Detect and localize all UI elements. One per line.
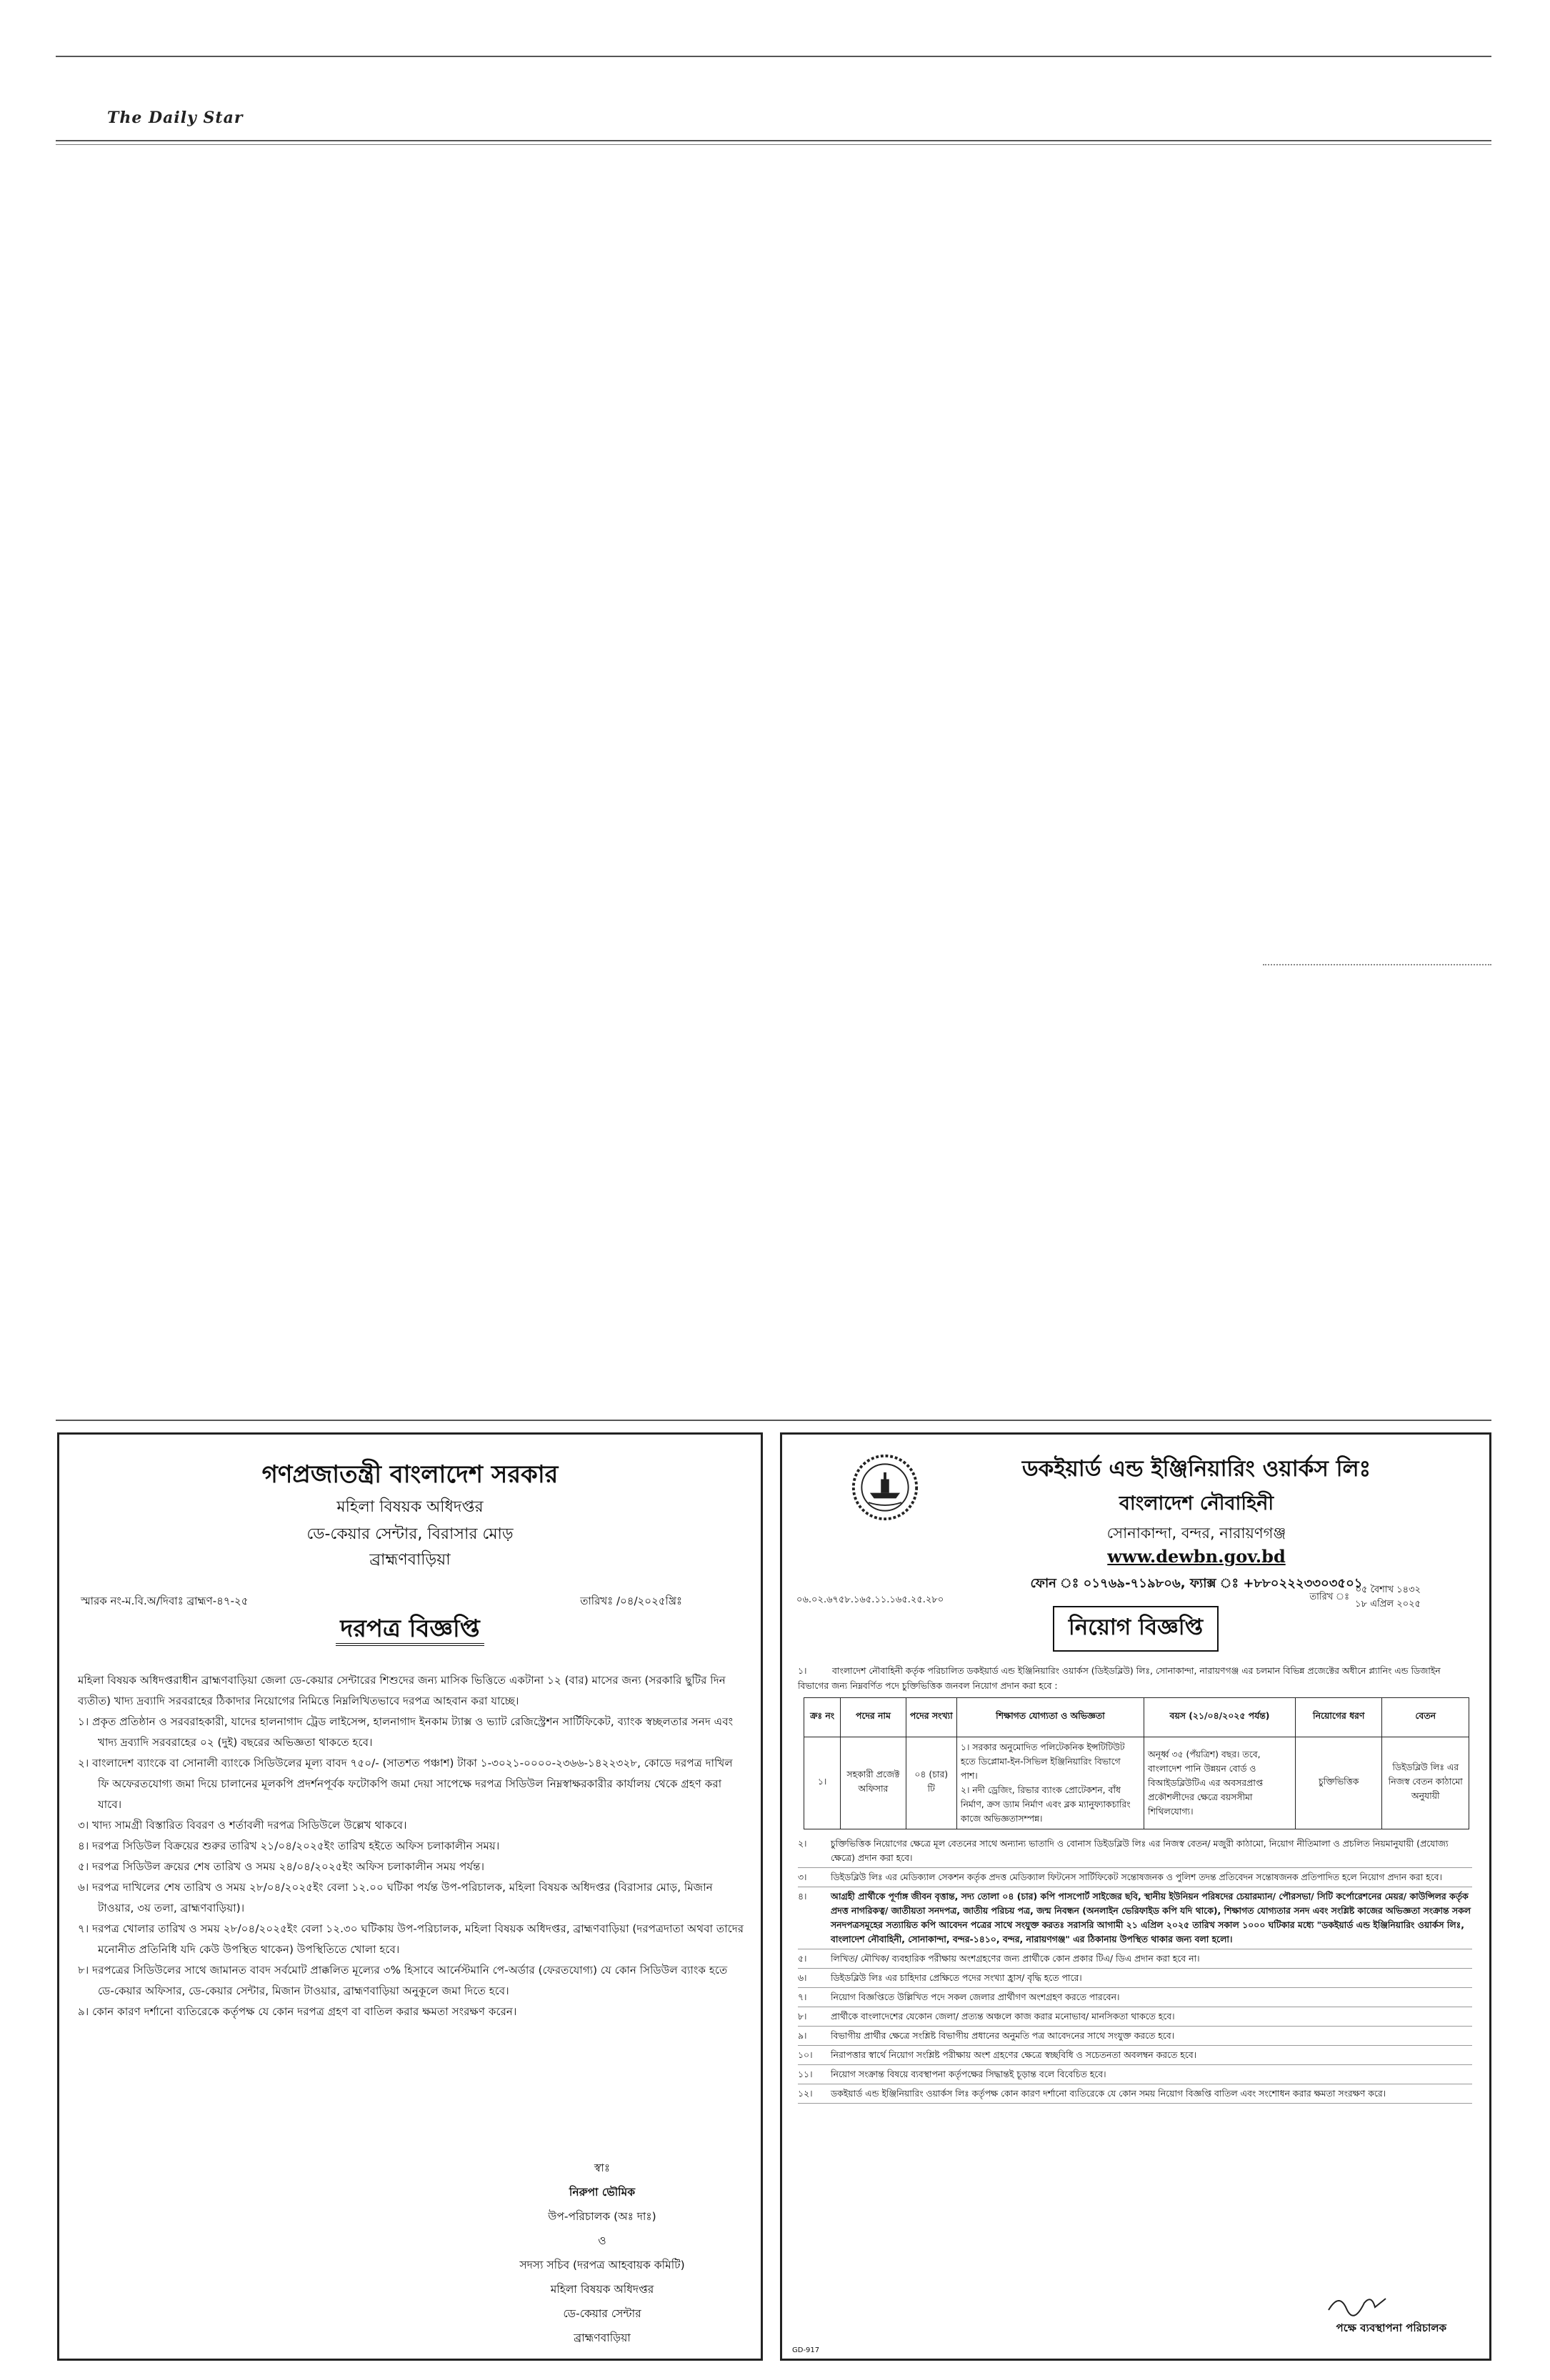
table-header: নিয়োগের ধরণ	[1295, 1698, 1382, 1737]
list-item	[798, 1834, 1472, 1868]
notice-intro: মহিলা বিষয়ক অধিদপ্তরাধীন ব্রাহ্মণবাড়িয়া জেলা ডে-কেয়ার সেন্টারের শিশুদের জন্য মাসিক ভিত্তিতে একটানা ১২ (বার) মাসের জন্য (সরকারি ছুটির দিন ব্যতীত) খাদ্য দ্রব্যাদি সরবরাহের ঠিকাদার নিয়োগের নিমিত্তে নিম্নলিখিতভাবে দরপত্র আহবান করা যাচ্ছে।	[78, 1674, 726, 1707]
signatory-and: ও	[598, 2234, 606, 2247]
notice-item: ৯। কোন কারণ দর্শানো ব্যতিরেকে কর্তৃপক্ষ যে কোন দরপত্র গ্রহণ বা বাতিল করার ক্ষমতা সংরক্ষণ করেন।	[78, 2005, 517, 2018]
intro-number: ১।	[798, 1665, 807, 1676]
term-text: ডিইডব্লিউ লিঃ এর চাহিদার প্রেক্ষিতে পদের সংখ্যা হ্রাস/ বৃদ্ধি হতে পারে।	[831, 1972, 1082, 1983]
term-number: ১০।	[798, 2049, 813, 2060]
company-name: ডকইয়ার্ড এন্ড ইঞ্জিনিয়ারিং ওয়ার্কস লিঃ	[1021, 1456, 1371, 1482]
tender-notice-ad	[57, 1432, 763, 2361]
company-address: সোনাকান্দা, বন্দর, নারায়ণগঞ্জ	[1106, 1525, 1286, 1542]
table-header: বয়স (২১/০৪/২০২৫ পর্যন্ত)	[1144, 1698, 1296, 1737]
notice-body	[78, 1670, 745, 2022]
masthead-rule	[56, 140, 1491, 141]
signatory-title: পক্ষে ব্যবস্থাপনা পরিচালক	[1336, 2321, 1446, 2334]
recruitment-notice-ad	[780, 1432, 1491, 2361]
term-number: ৭।	[798, 1992, 807, 2002]
list-item	[798, 1887, 1472, 1949]
recruitment-title	[782, 1606, 1489, 1652]
signatory-designation: উপ-পরিচালক (অঃ দাঃ)	[548, 2210, 656, 2223]
signatory-committee: সদস্য সচিব (দরপত্র আহবায়ক কমিটি)	[519, 2259, 685, 2271]
vacancy-table	[804, 1697, 1469, 1829]
masthead-rule-thin	[56, 144, 1491, 145]
signatory-centre: ডে-কেয়ার সেন্টার	[563, 2307, 641, 2320]
term-text: ডিইডব্লিউ লিঃ এর মেডিক্যাল সেকশন কর্তৃক প্রদত্ত মেডিক্যাল ফিটনেস সার্টিফিকেট সন্তোষজনক ও পুলিশ তদন্ত প্রতিবেদন সন্তোষজনক প্রতিপাদিত হলে নিয়োগ প্রদান করা হবে।	[831, 1872, 1442, 1882]
term-number: ৪।	[798, 1891, 807, 1902]
ad-code: GD-917	[792, 2346, 820, 2354]
term-text: নিয়োগ সংক্রান্ত বিষয়ে ব্যবস্থাপনা কর্তৃপক্ষের সিদ্ধান্তই চূড়ান্ত বলে বিবেচিত হবে।	[831, 2069, 1106, 2079]
list-item	[798, 1969, 1472, 1988]
navy-name: বাংলাদেশ নৌবাহিনী	[1119, 1492, 1274, 1515]
notice-item: ২। বাংলাদেশ ব্যাংকে বা সোনালী ব্যাংকে সিডিউলের মূল্য বাবদ ৭৫০/- (সাতশত পঞ্চাশ) টাকা ১-৩০২১-০০০০-২৩৬৬-১৪২২৩২৮, কোডে দরপত্র দাখিল ফি অফেরতযোগ্য জমা দিয়ে চালানের মূলকপি প্রদর্শনপূর্বক ফটোকপি জমা দেয়া সাপেক্ষে দরপত্র সিডিউল নিম্নস্বাক্ষরকারীর কার্যালয় থেকে গ্রহণ করা যাবে।	[78, 1757, 733, 1811]
date-bangla: ০৫ বৈশাখ ১৪৩২	[1355, 1585, 1421, 1595]
list-item	[798, 2046, 1472, 2065]
centre-name: ডে-কেয়ার সেন্টার, বিরাসার মোড়	[306, 1525, 514, 1543]
term-number: ১১।	[798, 2069, 813, 2079]
table-header-row	[804, 1698, 1469, 1737]
list-item	[798, 2027, 1472, 2046]
dockyard-logo-icon	[851, 1453, 919, 1522]
list-item	[798, 2065, 1472, 2084]
term-number: ৫।	[798, 1953, 807, 1964]
term-text: প্রার্থীকে বাংলাদেশের যেকোন জেলা/ প্রত্যন্ত অঞ্চলে কাজ করার মনোভাব/ মানসিকতা থাকতে হবে।	[831, 2011, 1175, 2022]
term-number: ৯।	[798, 2030, 807, 2041]
signature-block	[459, 2156, 745, 2350]
term-number: ৩।	[798, 1872, 807, 1882]
term-text: নিরাপত্তার স্বার্থে নিয়োগ সংশ্লিষ্ট পরীক্ষায় অংশ গ্রহণের ক্ষেত্রে স্বচ্ছবিধি ও সচেতনতা অবলম্বন করতে হবে।	[831, 2049, 1197, 2060]
office-name: মহিলা বিষয়ক অধিদপ্তর	[336, 1498, 484, 1516]
table-header: পদের সংখ্যা	[906, 1698, 956, 1737]
recruitment-intro	[798, 1663, 1474, 1693]
recruitment-title-text: নিয়োগ বিজ্ঞপ্তি	[1053, 1606, 1219, 1652]
memo-number: স্মারক নং-ম.বি.অ/দিবাঃ ব্রাহ্মণ-৪৭-২৫	[81, 1595, 249, 1607]
signature-mark: স্বাঃ	[594, 2161, 611, 2174]
signature-scribble-icon	[1325, 2289, 1389, 2317]
term-number: ৮।	[798, 2011, 807, 2022]
notice-title-text: দরপত্র বিজ্ঞপ্তি	[336, 1615, 484, 1646]
table-cell-count: ০৪ (চার) টি	[906, 1737, 956, 1829]
term-number: ৬।	[798, 1972, 807, 1983]
notice-title	[59, 1610, 761, 1651]
notice-item: ৬। দরপত্র দাখিলের শেষ তারিখ ও সময় ২৮/০৪/২০২৫ইং বেলা ১২.০০ ঘটিকা পর্যন্ত উপ-পরিচালক, মহিলা বিষয়ক অধিদপ্তর (বিরাসার মোড়, মিজান টাওয়ার, ৩য় তলা, ব্রাহ্মণবাড়িয়া)।	[78, 1881, 713, 1914]
term-text: নিয়োগ বিজ্ঞপ্তিতে উল্লিখিত পদে সকল জেলার প্রার্থীগণ অংশগ্রহণ করতে পারবেন।	[831, 1992, 1120, 2002]
notice-date: তারিখঃ /০৪/২০২৫খ্রিঃ	[580, 1595, 682, 1607]
term-text: চুক্তিভিত্তিক নিয়োগের ক্ষেত্রে মূল বেতনের সাথে অন্যান্য ভাতাদি ও বোনাস ডিইডব্লিউ লিঃ এর নিজস্ব বেতন/ মজুরী কাঠামো, নিয়োগ নীতিমালা ও প্রচলিত নিয়মানুযায়ী (প্রযোজ্য ক্ষেত্রে) প্রদান করা হবে।	[831, 1838, 1449, 1863]
dotted-divider	[1263, 964, 1491, 965]
qualification-item: ২। নদী ড্রেজিং, রিভার ব্যাংক প্রোটেকশন, বাঁধ নির্মাণ, ক্রস ড্যাম নির্মাণ এবং ব্লক ম্যানুফ্যাকচারিং কাজে অভিজ্ঞতাসম্পন্ন।	[960, 1784, 1131, 1824]
table-header: শিক্ষাগত যোগ্যতা ও অভিজ্ঞতা	[956, 1698, 1144, 1737]
district-name: ব্রাহ্মণবাড়িয়া	[369, 1551, 451, 1569]
list-item	[798, 2084, 1472, 2104]
table-cell-age: অনূর্ধ্ব ৩৫ (পঁয়ত্রিশ) বছর। তবে, বাংলাদেশ পানি উন্নয়ন বোর্ড ও বিআইডব্লিউটিএ এর অবসরপ্রাপ্ত প্রকৌশলীদের ক্ষেত্রে বয়সসীমা শিথিলযোগ্য।	[1144, 1737, 1296, 1829]
table-cell-sl: ১।	[804, 1737, 841, 1829]
table-header: বেতন	[1382, 1698, 1469, 1737]
reference-number: ০৬.০২.৬৭৫৮.১৬৫.১১.১৬৫.২৫.২৮০	[796, 1595, 944, 1605]
government-title: গণপ্রজাতন্ত্রী বাংলাদেশ সরকার	[261, 1460, 559, 1489]
ads-top-rule	[56, 1420, 1491, 1421]
table-header: পদের নাম	[841, 1698, 906, 1737]
term-text: আগ্রহী প্রার্থীকে পূর্ণাঙ্গ জীবন বৃত্তান্ত, সদ্য তোলা ০৪ (চার) কপি পাসপোর্ট সাইজের ছবি, স্থানীয় ইউনিয়ন পরিষদের চেয়ারম্যান/ পৌরসভা/ সিটি কর্পোরেশনের মেয়র/ কাউন্সিলর কর্তৃক প্রদত্ত নাগরিকত্ব/ জাতীয়তা সনদপত্র, জাতীয় পরিচয় পত্র, জন্ম নিবন্ধন (অনলাইন ভেরিফাইড কপি যদি থাকে), শিক্ষাগত যোগ্যতার সনদ এবং সংশ্লিষ্ট কাজের অভিজ্ঞতা সংক্রান্ত সকল সনদপত্রসমূহের সত্যায়িত কপি আবেদন পত্রের সাথে সংযুক্ত করতঃ সরাসরি আগামী ২১ এপ্রিল ২০২৫ তারিখ সকাল ১০০০ ঘটিকার মধ্যে "ডকইয়ার্ড এন্ড ইঞ্জিনিয়ারিং ওয়ার্কস লিঃ, বাংলাদেশ নৌবাহিনী, সোনাকান্দা, বন্দর-১৪১০, বন্দর, নারায়ণগঞ্জ" এর ঠিকানায় উপস্থিত থাকার জন্য বলা হলো।	[831, 1891, 1471, 1944]
list-item	[798, 1949, 1472, 1969]
date-english: ১৮ এপ্রিল ২০২৫	[1355, 1599, 1421, 1610]
terms-list	[798, 1834, 1472, 2104]
table-cell-post: সহকারী প্রজেক্ট অফিসার	[841, 1737, 906, 1829]
top-rule	[56, 56, 1491, 57]
notice-item: ৭। দরপত্র খোলার তারিখ ও সময় ২৮/০৪/২০২৫ইং বেলা ১২.৩০ ঘটিকায় উপ-পরিচালক, মহিলা বিষয়ক অধিদপ্তর, ব্রাহ্মণবাড়িয়া (দরপত্রদাতা অথবা তাদের মনোনীত প্রতিনিধি যদি কেউ উপস্থিত থাকেন) উপস্থিতিতে খোলা হবে।	[78, 1922, 744, 1956]
list-item	[798, 2007, 1472, 2027]
notice-item: ১। প্রকৃত প্রতিষ্ঠান ও সরবরাহকারী, যাদের হালনাগাদ ট্রেড লাইসেন্স, হালনাগাদ ইনকাম ট্যাক্স ও ভ্যাট রেজিস্ট্রেশন সার্টিফিকেট, ব্যাংক স্বচ্ছলতার সনদ এবং খাদ্য দ্রব্যাদি সরবরাহের ০২ (দুই) বছরের অভিজ্ঞতা থাকতে হবে।	[78, 1715, 734, 1749]
signatory-office: মহিলা বিষয়ক অধিদপ্তর	[550, 2283, 654, 2296]
newspaper-masthead: The Daily Star	[107, 109, 244, 127]
list-item	[798, 1868, 1472, 1887]
table-row	[804, 1737, 1469, 1829]
term-number: ২।	[798, 1838, 807, 1849]
table-cell-salary: ডিইডব্লিউ লিঃ এর নিজস্ব বেতন কাঠামো অনুযায়ী	[1382, 1737, 1469, 1829]
signatory-district: ব্রাহ্মণবাড়িয়া	[574, 2331, 631, 2344]
notice-item: ৮। দরপত্রের সিডিউলের সাথে জামানত বাবদ সর্বমোট প্রাক্কলিত মূল্যের ৩% হিসাবে আর্নেস্টমানি পে-অর্ডার (ফেরতযোগ্য) যে কোন সিডিউল ব্যাংক হতে ডে-কেয়ার অফিসার, ডে-কেয়ার সেন্টার, মিজান টাওয়ার, ব্রাহ্মণবাড়িয়া অনুকূলে জমা দিতে হবে।	[78, 1964, 728, 1997]
table-cell-type: চুক্তিভিত্তিক	[1295, 1737, 1382, 1829]
table-header: ক্রঃ নং	[804, 1698, 841, 1737]
term-text: ডকইয়ার্ড এন্ড ইঞ্জিনিয়ারিং ওয়ার্কস লিঃ কর্তৃপক্ষ কোন কারণ দর্শানো ব্যতিরেকে যে কোন সময় নিয়োগ বিজ্ঞপ্তি বাতিল এবং সংশোধন করার ক্ষমতা সংরক্ষণ করে।	[831, 2088, 1386, 2099]
company-website: www.dewbn.gov.bd	[1107, 1546, 1286, 1567]
term-number: ১২।	[798, 2088, 813, 2099]
list-item	[798, 1988, 1472, 2007]
notice-item: ৪। দরপত্র সিডিউল বিক্রয়ের শুরুর তারিখ ২১/০৪/২০২৫ইং তারিখ হইতে অফিস চলাকালীন সময়।	[78, 1839, 500, 1852]
term-text: লিখিত/ মৌখিক/ ব্যবহারিক পরীক্ষায় অংশগ্রহণের জন্য প্রার্থীকে কোন প্রকার টিএ/ ডিএ প্রদান করা হবে না।	[831, 1953, 1200, 1964]
date-label: তারিখ ঃ	[1309, 1592, 1349, 1602]
notice-item: ৩। খাদ্য সামগ্রী বিস্তারিত বিবরণ ও শর্তাবলী দরপত্র সিডিউলে উল্লেখ থাকবে।	[78, 1819, 407, 1832]
table-cell-qualification	[956, 1737, 1144, 1829]
notice-item: ৫। দরপত্র সিডিউল ক্রয়ের শেষ তারিখ ও সময় ২৪/০৪/২০২৫ইং অফিস চলাকালীন সময় পর্যন্ত।	[78, 1860, 485, 1873]
qualification-item: ১। সরকার অনুমোদিত পলিটেকনিক ইন্সটিটিউট হতে ডিপ্লোমা-ইন-সিভিল ইঞ্জিনিয়ারিং বিভাগে পাশ।	[960, 1742, 1125, 1781]
term-text: বিভাগীয় প্রার্থীর ক্ষেত্রে সংশ্লিষ্ট বিভাগীয় প্রধানের অনুমতি পত্র আবেদনের সাথে সংযুক্ত করতে হবে।	[831, 2030, 1175, 2041]
company-phone: ফোন ঃ ০১৭৬৯-৭১৯৮০৬, ফ্যাক্স ঃ +৮৮০২২২৩৩০৩৫০১	[1030, 1576, 1363, 1591]
intro-text: বাংলাদেশ নৌবাহিনী কর্তৃক পরিচালিত ডকইয়ার্ড এন্ড ইঞ্জিনিয়ারিং ওয়ার্কস (ডিইডব্লিউ) লিঃ, সোনাকান্দা, নারায়ণগঞ্জ এর চলমান বিভিন্ন প্রজেক্টের অধীনে প্ল্যানিং এন্ড ডিজাইন বিভাগের জন্য নিম্নবর্ণিত পদে চুক্তিভিত্তিক জনবল নিয়োগ প্রদান করা হবে :	[798, 1665, 1441, 1691]
signatory-name: নিরুপা ভৌমিক	[569, 2186, 636, 2199]
